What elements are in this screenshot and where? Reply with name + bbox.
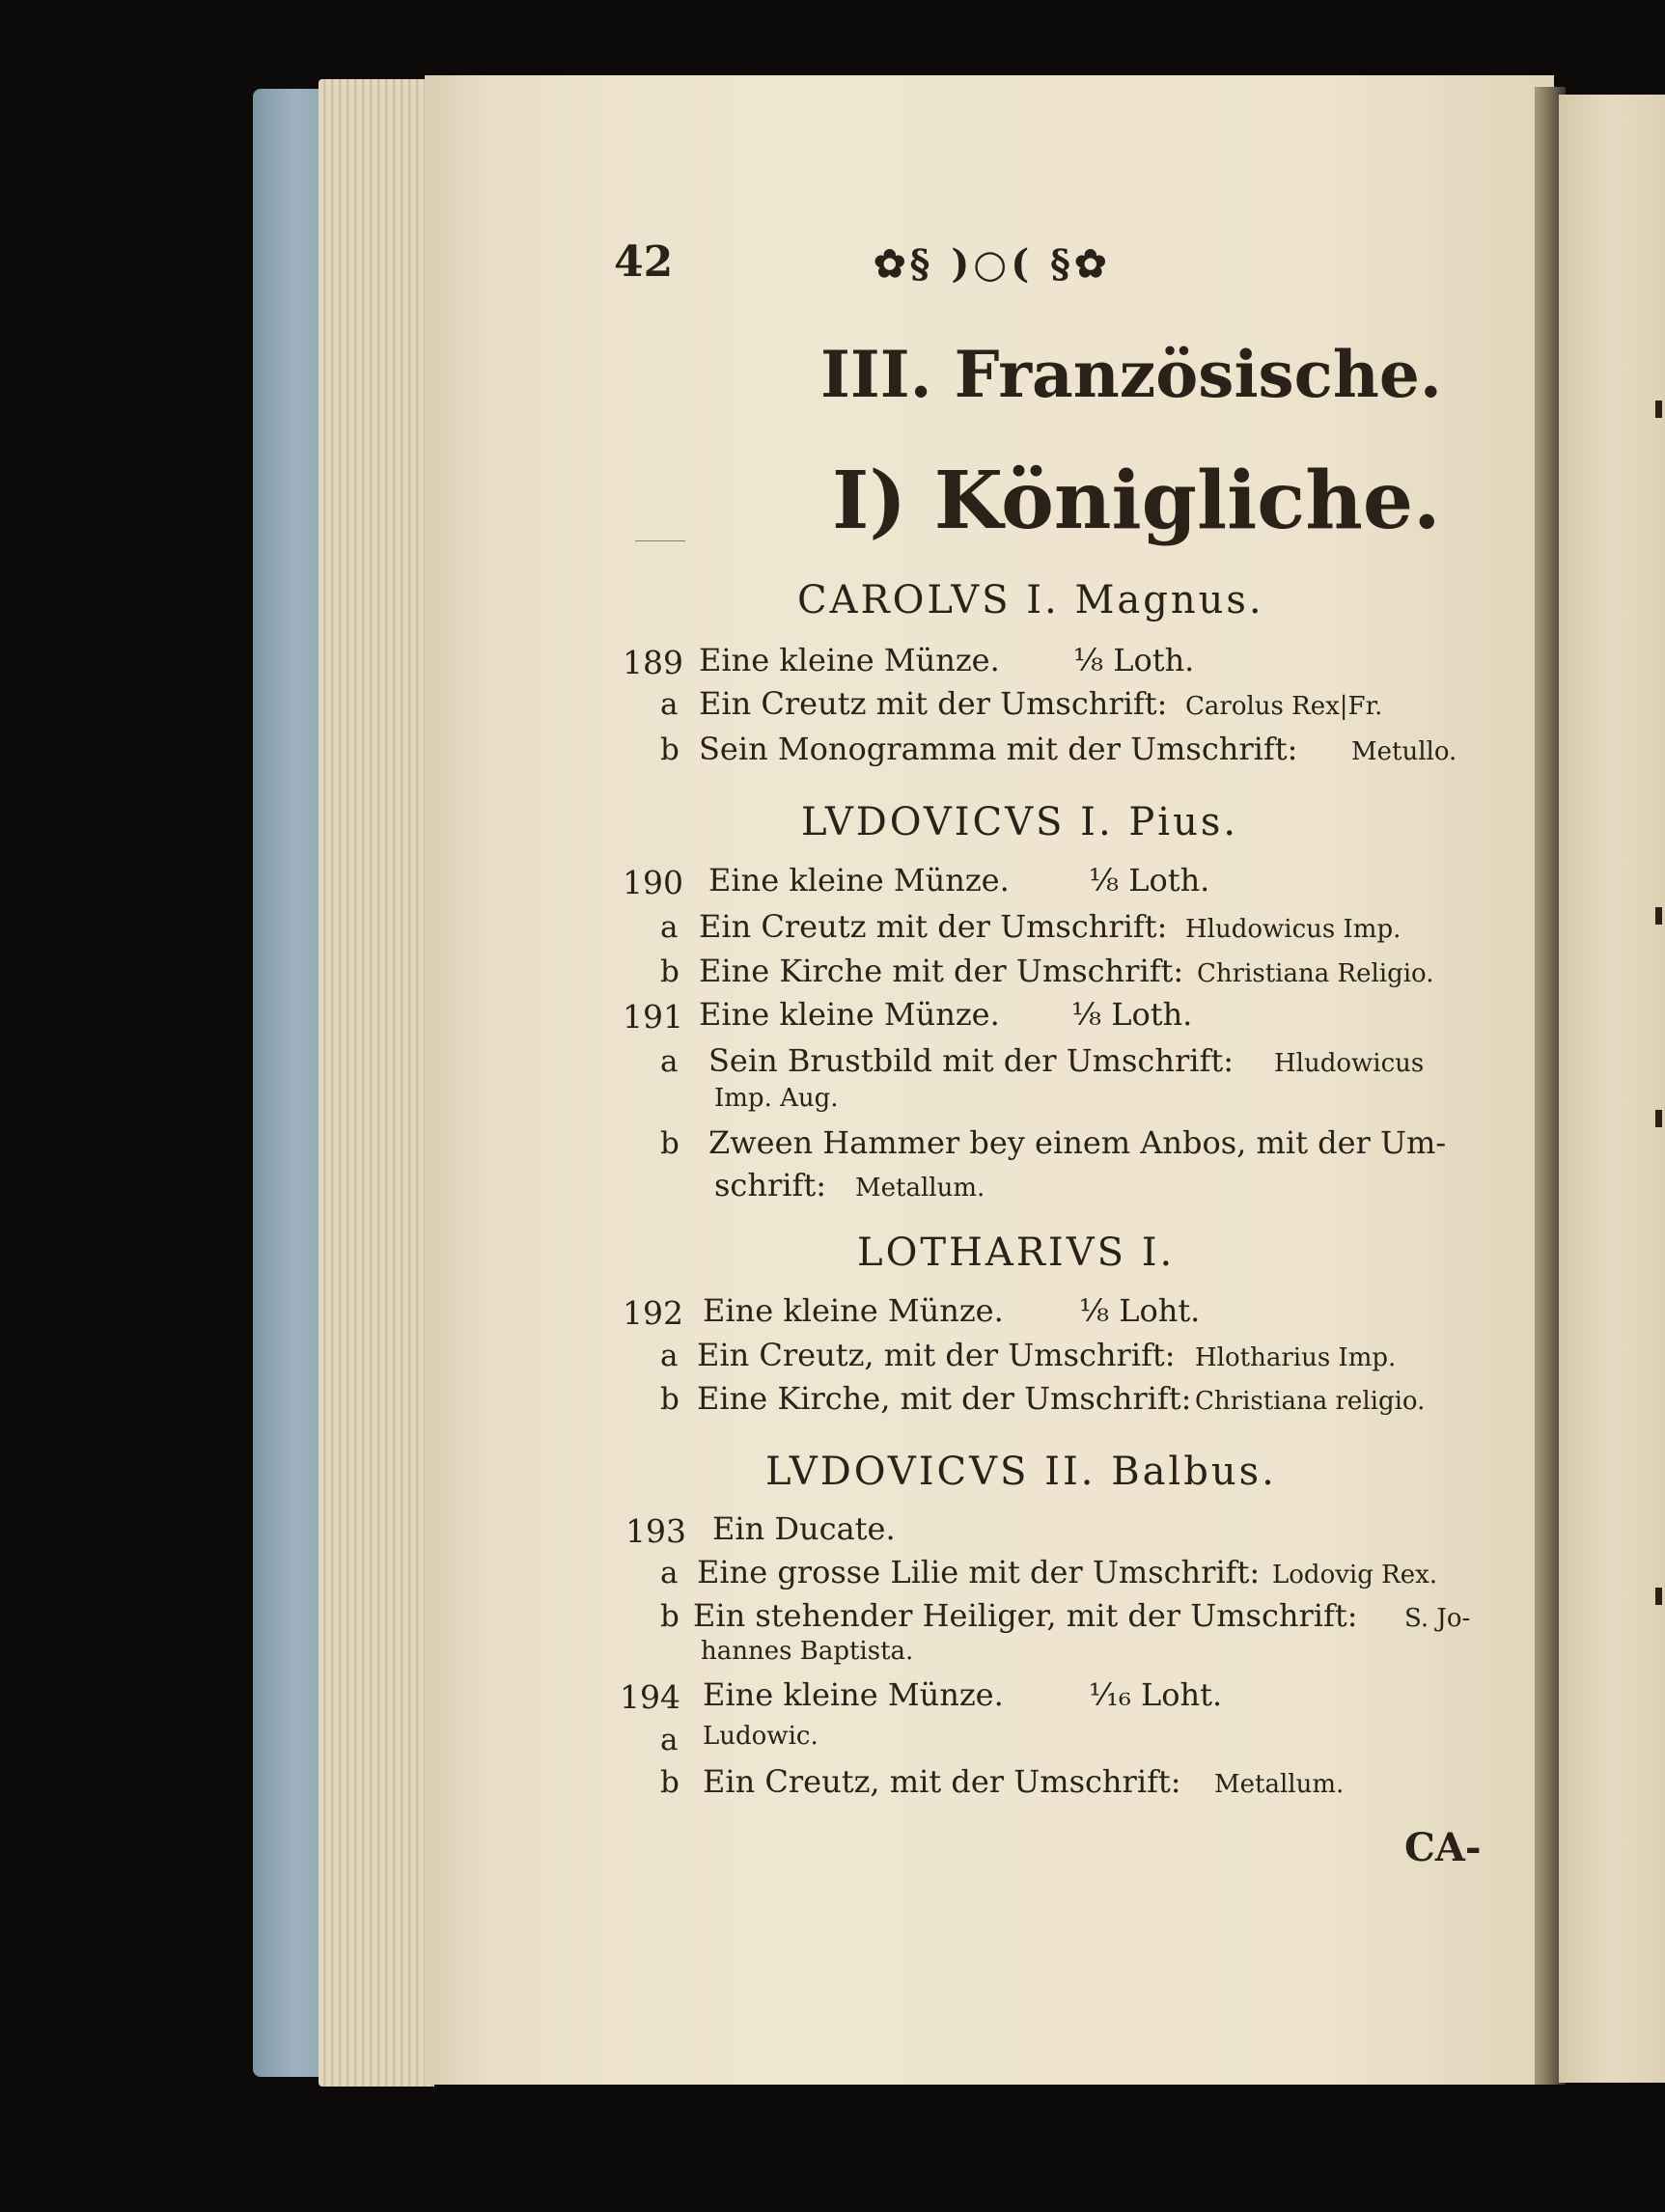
section-heading: I) Königliche. <box>832 455 1441 547</box>
entry-text: Sein Brustbild mit der Umschrift: <box>708 1042 1234 1079</box>
entry-number: 192 <box>623 1294 683 1332</box>
entry-letter: b <box>660 1765 680 1800</box>
entry-text: Eine grosse Lilie mit der Umschrift: <box>697 1554 1261 1590</box>
entry-inscription: S. Jo- <box>1404 1604 1471 1633</box>
entry-text: Eine Kirche, mit der Umschrift: <box>697 1380 1192 1417</box>
ruler-heading: LVDOVICVS I. Pius. <box>801 800 1239 844</box>
ruler-heading: CAROLVS I. Magnus. <box>797 578 1264 622</box>
entry-weight: ⅛ Loth. <box>1089 862 1210 899</box>
margin-stroke <box>635 540 685 541</box>
entry-text: Ein stehender Heiliger, mit der Umschrift: <box>693 1597 1358 1634</box>
entry-inscription: Metallum. <box>1214 1770 1345 1799</box>
entry-inscription: Hlotharius Imp. <box>1195 1343 1397 1372</box>
entry-text-continued: schrift: <box>714 1167 826 1203</box>
running-head-ornament: ✿§ )○( §✿ <box>874 241 1111 287</box>
entry-weight: ⅛ Loth. <box>1073 642 1195 678</box>
page-number: 42 <box>614 237 674 287</box>
entry-number: 191 <box>623 998 683 1036</box>
entry-text: Ein Ducate. <box>712 1510 896 1547</box>
ruler-heading: LOTHARIVS I. <box>857 1230 1176 1275</box>
entry-text: Eine kleine Münze. <box>703 1676 1004 1713</box>
page-edges <box>319 79 434 2087</box>
chapter-heading: III. Französische. <box>820 337 1442 412</box>
entry-letter: a <box>660 1556 679 1590</box>
entry-weight: ⅛ Loht. <box>1079 1292 1201 1329</box>
entry-inscription: Christiana Religio. <box>1197 959 1434 988</box>
entry-inscription-continued: Imp. Aug. <box>714 1084 839 1113</box>
facing-page-mark <box>1655 1110 1662 1127</box>
entry-letter: b <box>660 1126 680 1161</box>
entry-inscription: Lodovig Rex. <box>1272 1561 1438 1590</box>
entry-letter: a <box>660 910 679 945</box>
entry-inscription: Metallum. <box>855 1174 985 1203</box>
entry-text: Zween Hammer bey einem Anbos, mit der Um- <box>708 1124 1447 1161</box>
entry-inscription: Carolus Rex|Fr. <box>1185 692 1383 721</box>
entry-text: Eine kleine Münze. <box>699 642 1000 678</box>
entry-inscription: Hludowicus <box>1274 1049 1425 1078</box>
entry-text: Eine kleine Münze. <box>703 1292 1004 1329</box>
entry-inscription: Christiana religio. <box>1195 1387 1426 1416</box>
entry-text: Sein Monogramma mit der Umschrift: <box>699 731 1298 767</box>
entry-inscription: Hludowicus Imp. <box>1185 915 1401 944</box>
entry-letter: b <box>660 954 680 989</box>
entry-weight: ¹⁄₁₆ Loht. <box>1089 1676 1223 1713</box>
entry-letter: b <box>660 1599 680 1634</box>
entry-text: Eine Kirche mit der Umschrift: <box>699 953 1184 989</box>
entry-number: 193 <box>625 1512 686 1550</box>
entry-letter: b <box>660 733 680 767</box>
entry-letter: a <box>660 687 679 722</box>
catchword: CA- <box>1404 1825 1482 1870</box>
entry-letter: a <box>660 1723 679 1757</box>
entry-letter: a <box>660 1044 679 1079</box>
facing-page-edge <box>1559 95 1665 2083</box>
facing-page-mark <box>1655 907 1662 925</box>
ruler-heading: LVDOVICVS II. Balbus. <box>765 1450 1277 1494</box>
entry-weight: ⅛ Loth. <box>1071 996 1193 1033</box>
entry-inscription-continued: hannes Baptista. <box>701 1637 914 1666</box>
entry-number: 194 <box>620 1678 680 1716</box>
entry-text: Ein Creutz mit der Umschrift: <box>699 908 1168 945</box>
entry-text: Eine kleine Münze. <box>708 862 1010 899</box>
entry-text: Ein Creutz mit der Umschrift: <box>699 685 1168 722</box>
entry-text: Ein Creutz, mit der Umschrift: <box>697 1337 1176 1373</box>
entry-text: Ein Creutz, mit der Umschrift: <box>703 1763 1181 1800</box>
facing-page-mark <box>1655 401 1662 418</box>
entry-number: 189 <box>623 644 683 681</box>
entry-inscription: Ludowic. <box>703 1722 819 1751</box>
entry-letter: a <box>660 1339 679 1373</box>
entry-inscription: Metullo. <box>1351 737 1457 766</box>
facing-page-mark <box>1655 1588 1662 1605</box>
entry-number: 190 <box>623 864 683 901</box>
entry-letter: b <box>660 1382 680 1417</box>
entry-text: Eine kleine Münze. <box>699 996 1000 1033</box>
